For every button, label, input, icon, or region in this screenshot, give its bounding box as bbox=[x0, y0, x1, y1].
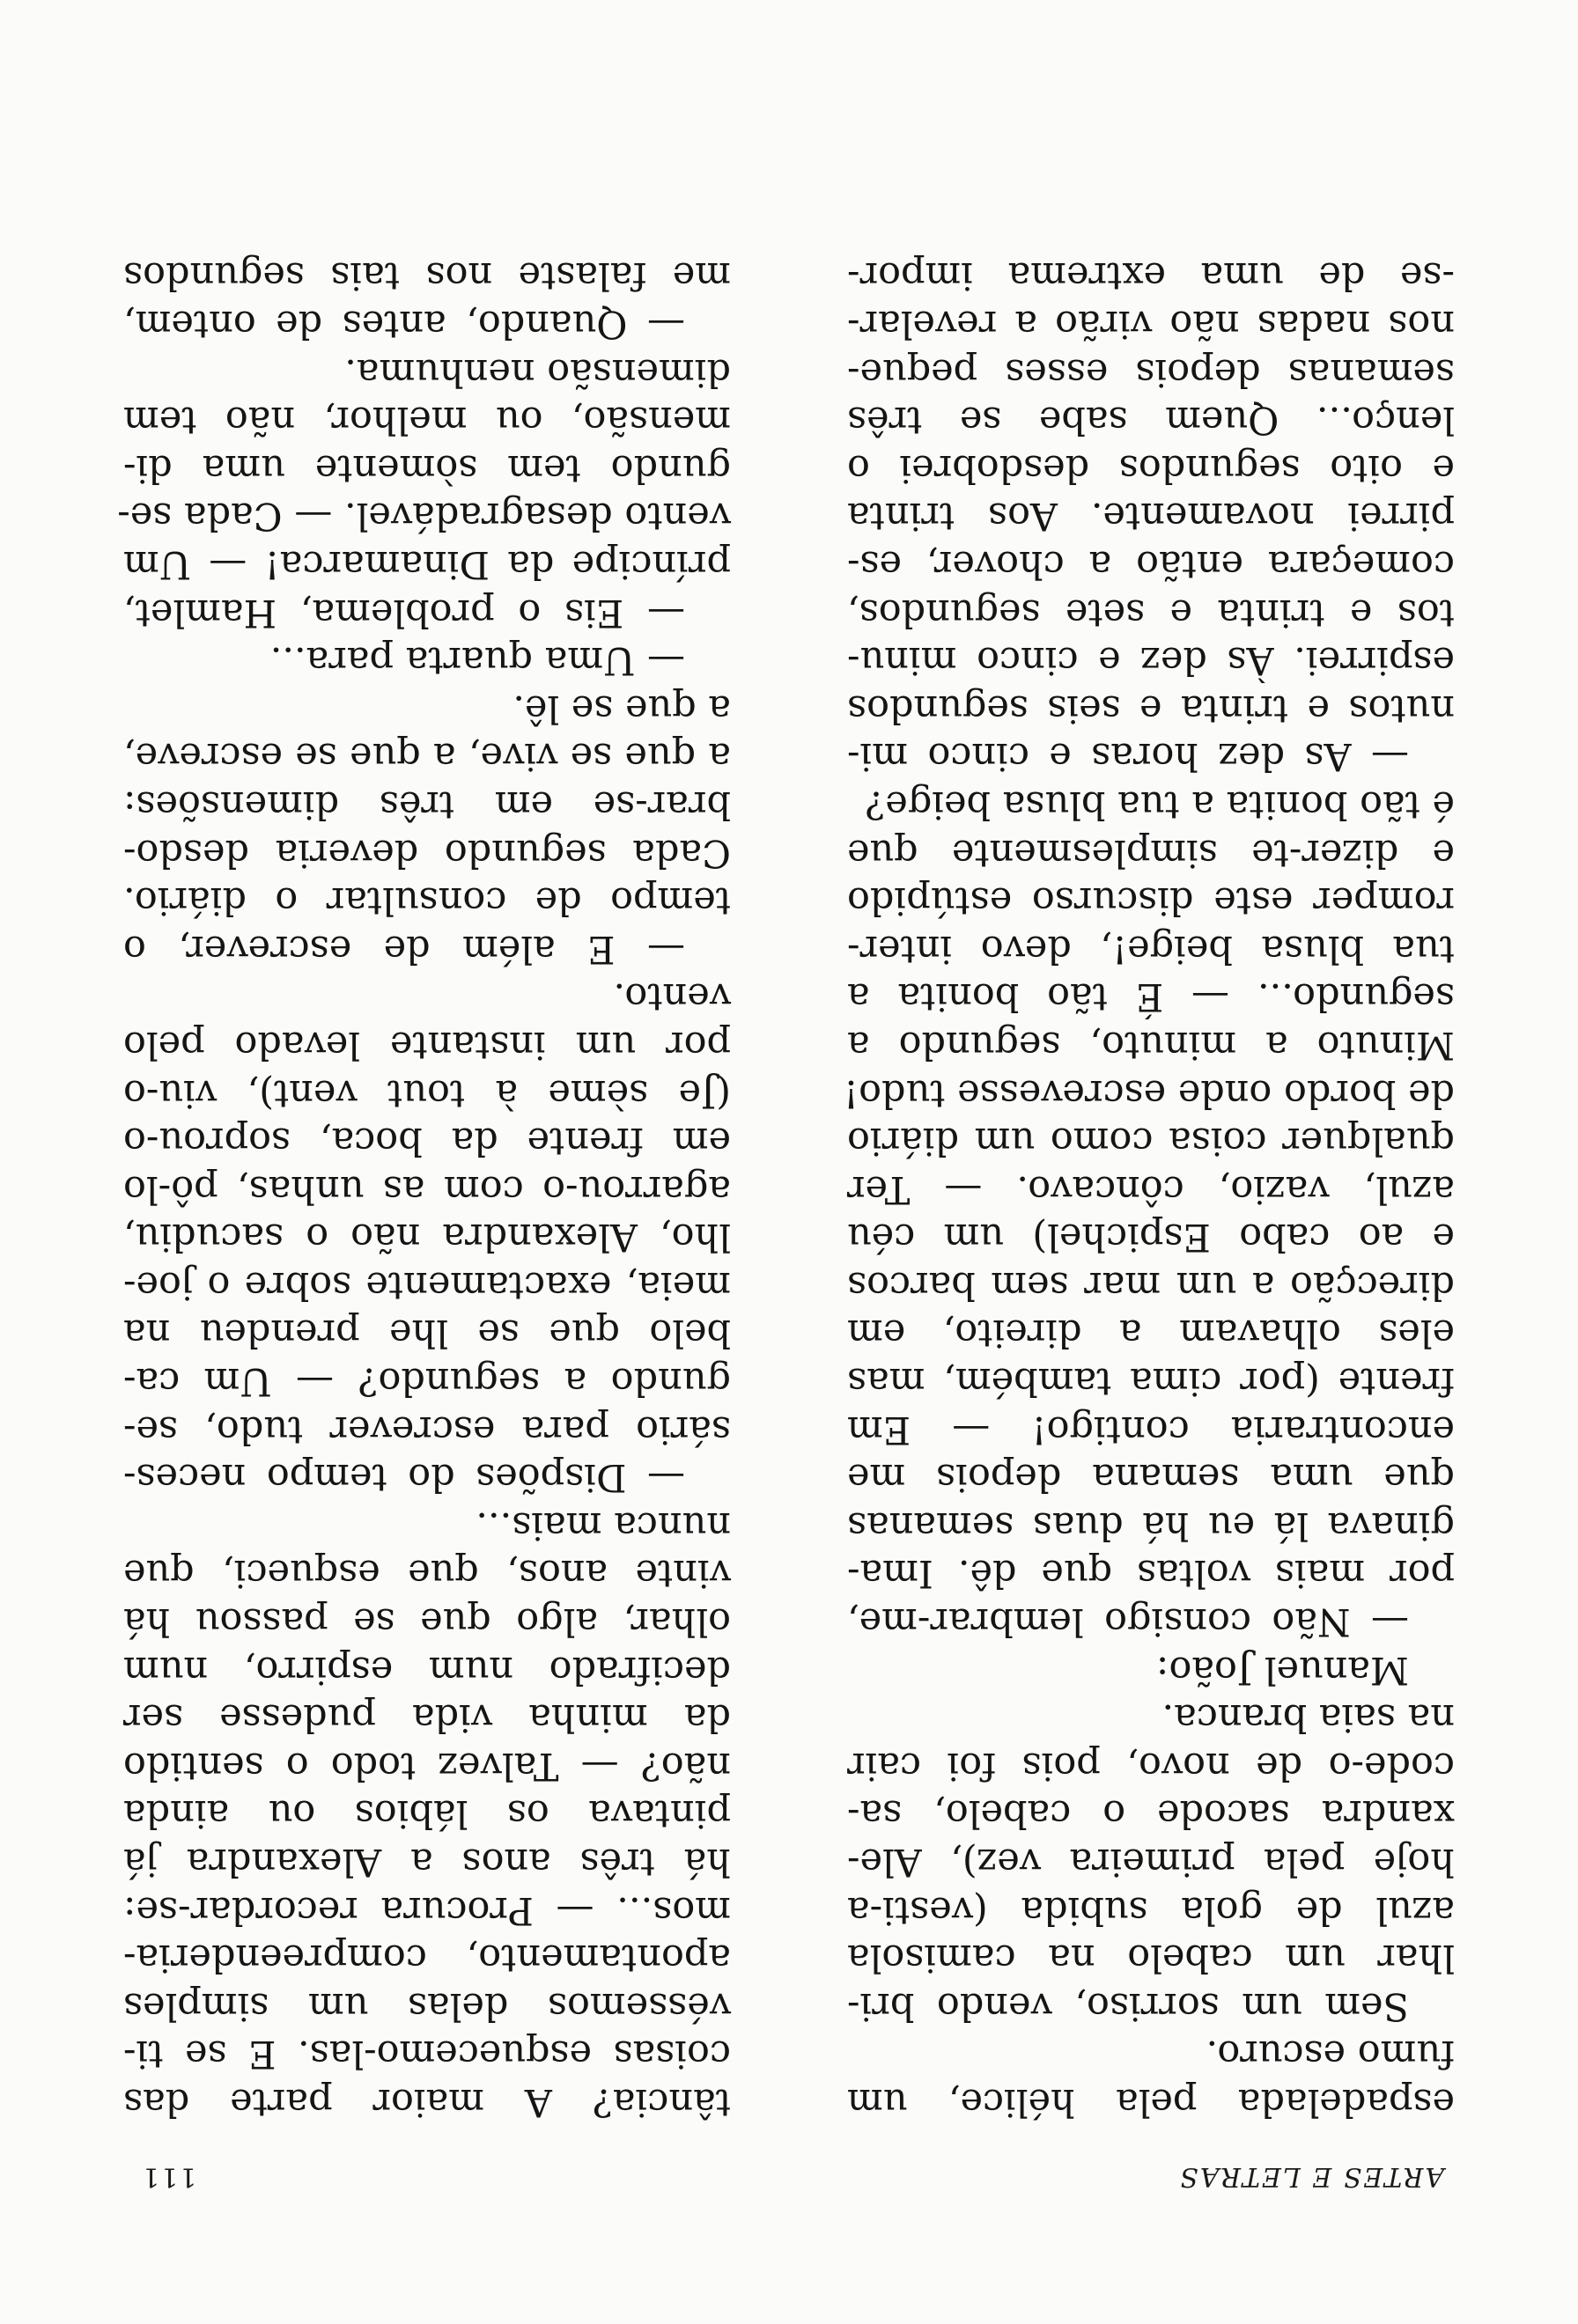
text-line: mensão, ou melhor, não tem bbox=[123, 398, 731, 443]
text-line: gundo a segundo? — Um ca- bbox=[123, 1359, 731, 1404]
text-line: há três anos a Alexandra já bbox=[123, 1840, 731, 1885]
text-line: e ao cabo Espichel) um céu bbox=[847, 1215, 1455, 1260]
text-line: tância? A maior parte das bbox=[123, 2080, 731, 2124]
text-line: que uma semana depois me bbox=[847, 1455, 1455, 1500]
text-line: fumo escuro. bbox=[1206, 2032, 1455, 2077]
text-line: a que se lê. bbox=[512, 686, 731, 731]
text-line: dimensão nenhuma. bbox=[344, 349, 731, 394]
text-line: pintava os lábios ou ainda bbox=[123, 1791, 731, 1836]
text-line: segundo... — É tão bonita a bbox=[847, 974, 1455, 1019]
text-line: Cada segundo deveria desdo- bbox=[123, 830, 731, 875]
text-line: nutos e trinta e seis segundos bbox=[847, 686, 1455, 731]
text-line: é tão bonita a tua blusa beige? bbox=[865, 782, 1455, 827]
text-line: direcção a um mar sem barcos bbox=[847, 1262, 1455, 1307]
text-line: príncipe da Dinamarca! — Um bbox=[123, 542, 731, 586]
text-line: tempo de consultar o diário. bbox=[123, 879, 731, 923]
text-line: me falaste nos tais segundos bbox=[123, 254, 731, 298]
text-line: Minuto a minuto, segundo a bbox=[847, 1022, 1455, 1067]
text-line: — Eis o problema, Hamlet, bbox=[123, 590, 685, 635]
text-line: frente (por cima também, mas bbox=[847, 1359, 1455, 1404]
text-line: lho, Alexandra não o sacudiu, bbox=[123, 1215, 731, 1260]
text-column-left bbox=[843, 252, 1455, 2126]
text-line: não? — Talvez todo o sentido bbox=[123, 1743, 731, 1788]
text-line: espadelada pela hélice, um bbox=[847, 2080, 1455, 2124]
text-line: por um instante levado pelo bbox=[123, 1022, 731, 1067]
text-line: — Uma quarta para... bbox=[269, 638, 685, 683]
text-line: olhar, algo que se passou há bbox=[123, 1600, 731, 1644]
text-line: azul, vazio, côncavo. — Ter bbox=[847, 1166, 1455, 1211]
text-line: vento. bbox=[613, 974, 731, 1019]
text-line: encontraria contigo! — Em bbox=[847, 1407, 1455, 1452]
text-line: começara então a chover, es- bbox=[847, 542, 1455, 586]
text-line: — Quando, antes de ontem, bbox=[123, 302, 685, 347]
text-line: code-o de novo, pois foi cair bbox=[847, 1743, 1455, 1788]
text-line: Sem um sorriso, vendo bri- bbox=[847, 1983, 1409, 2028]
text-line: apontamento, compreenderia- bbox=[123, 1936, 731, 1981]
text-line: vento desagradável. — Cada se- bbox=[117, 494, 731, 539]
text-line: — Não consigo lembrar-me, bbox=[847, 1600, 1409, 1644]
text-line: a que se vive, a que se escreve, bbox=[123, 734, 731, 779]
text-line: tua blusa beige!, devo inter- bbox=[847, 926, 1455, 971]
text-line: sário para escrever tudo, se- bbox=[123, 1407, 731, 1452]
text-line: eles olhavam a direito, em bbox=[847, 1311, 1455, 1356]
text-column-right bbox=[117, 252, 731, 2126]
text-line: romper este discurso estúpido bbox=[847, 879, 1455, 923]
text-line: — Dispões do tempo neces- bbox=[123, 1455, 685, 1500]
text-line: e dizer-te simplesmente que bbox=[847, 830, 1455, 875]
text-line: da minha vida pudesse ser bbox=[123, 1695, 731, 1740]
text-line: (Je sème à tout vent), viu-o bbox=[123, 1070, 731, 1115]
text-line: na saia branca. bbox=[1161, 1695, 1455, 1740]
text-line: agarrou-o com as unhas, pô-lo bbox=[123, 1166, 731, 1211]
text-line: ginava lá eu há duas semanas bbox=[847, 1503, 1455, 1548]
text-line: qualquer coisa como um diário bbox=[847, 1119, 1455, 1164]
text-line: lenço... Quem sabe se três bbox=[847, 398, 1455, 443]
text-line: gundo tem sòmente uma di- bbox=[123, 445, 731, 490]
text-line: belo que se lhe prendeu na bbox=[123, 1311, 731, 1356]
text-line: decifrado num espirro, num bbox=[123, 1647, 731, 1692]
text-line: e oito segundos desdobrei o bbox=[847, 445, 1455, 490]
text-line: azul de gola subida (vesti-a bbox=[847, 1887, 1455, 1932]
text-line: nos nadas não virão a revelar- bbox=[847, 302, 1455, 347]
text-line: -se de uma extrema impor- bbox=[847, 254, 1455, 298]
text-line: brar-se em três dimensões: bbox=[123, 782, 731, 827]
text-line: — E além de escrever, o bbox=[123, 926, 685, 971]
running-title: ARTES E LETRAS bbox=[1178, 2161, 1444, 2192]
text-line: semanas depois esses peque- bbox=[847, 349, 1455, 394]
text-line: coisas esquecemo-las. E se ti- bbox=[123, 2032, 731, 2077]
text-line: meia, exactamente sobre o joe- bbox=[123, 1262, 731, 1307]
text-line: vinte anos, que esqueci, que bbox=[123, 1551, 731, 1596]
text-line: nunca mais... bbox=[476, 1503, 731, 1548]
text-line: pirrei novamente. Aos trinta bbox=[847, 494, 1455, 539]
text-line: em frente da boca, soprou-o bbox=[123, 1119, 731, 1164]
text-line: espirrei. Às dez e cinco minu- bbox=[847, 638, 1455, 683]
text-line: Manuel João: bbox=[1155, 1647, 1409, 1692]
text-line: tos e trinta e sete segundos, bbox=[847, 590, 1455, 635]
text-line: de bordo onde escrevesse tudo! bbox=[843, 1070, 1455, 1115]
text-line: — As dez horas e cinco mi- bbox=[847, 734, 1409, 779]
text-line: xandra sacode o cabelo, sa- bbox=[847, 1791, 1455, 1836]
text-line: lhar um cabelo na camisola bbox=[847, 1936, 1455, 1981]
page-number: 111 bbox=[141, 2161, 197, 2192]
text-line: véssemos delas um simples bbox=[123, 1983, 731, 2028]
text-line: hoje pela primeira vez), Ale- bbox=[847, 1840, 1455, 1885]
text-line: por mais voltas que dê. Ima- bbox=[847, 1551, 1455, 1596]
text-line: mos... — Procura recordar-se: bbox=[123, 1887, 731, 1932]
